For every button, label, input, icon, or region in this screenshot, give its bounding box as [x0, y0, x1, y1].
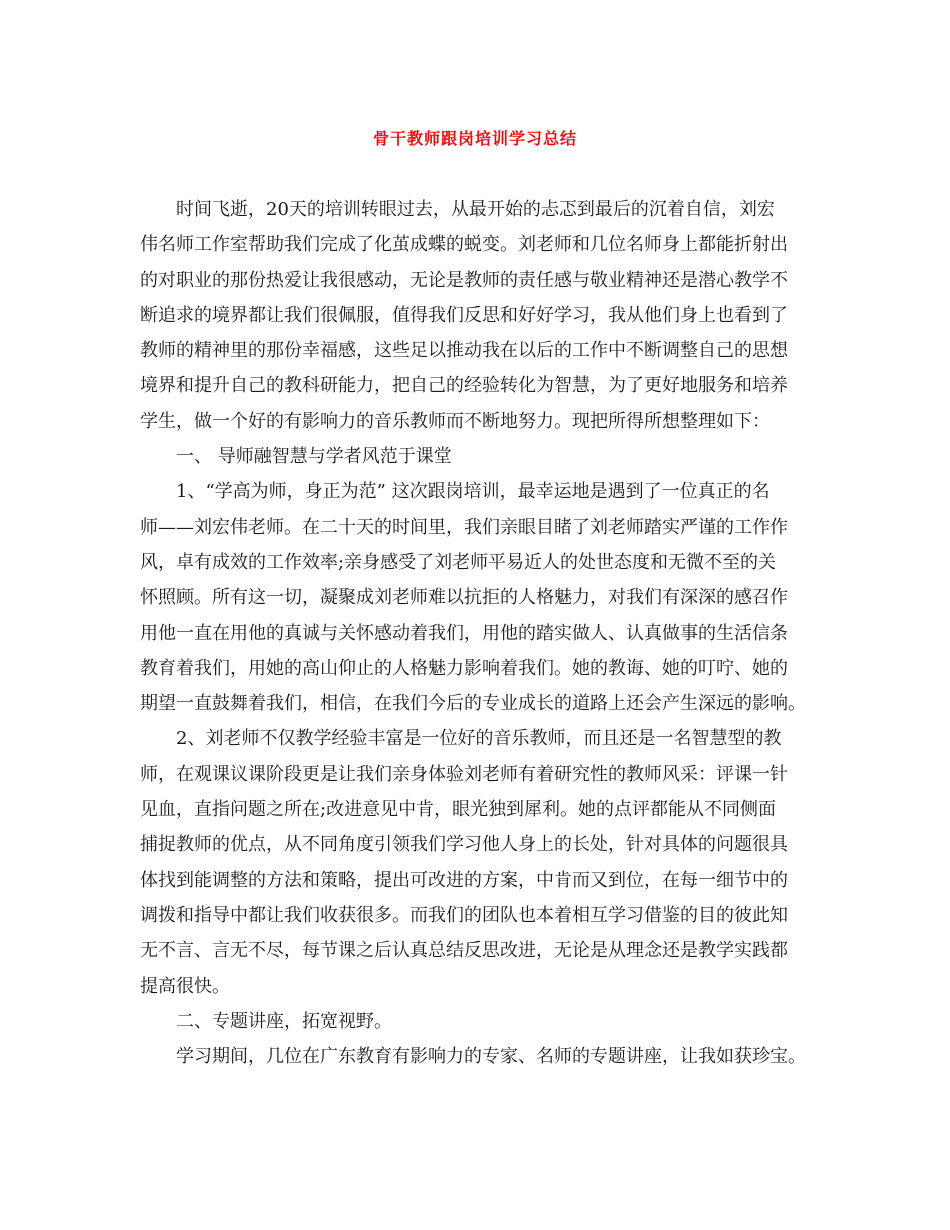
text-line: 见血，直指问题之所在;改进意见中肯，眼光独到犀利。她的点评都能从不同侧面 [140, 799, 777, 821]
text-line: 风，卓有成效的工作效率;亲身感受了刘老师平易近人的处世态度和无微不至的关 [140, 551, 777, 573]
text-line: 一、 导师融智慧与学者风范于课堂 [176, 446, 452, 468]
text-line: 二、专题讲座，拓宽视野。 [176, 1010, 392, 1032]
text-line: 学习期间，几位在广东教育有影响力的专家、名师的专题讲座，让我如获珍宝。 [176, 1046, 806, 1068]
text-line: 境界和提升自己的教科研能力，把自己的经验转化为智慧，为了更好地服务和培养 [140, 375, 788, 397]
text-line: 用他一直在用他的真诚与关怀感动着我们，用他的踏实做人、认真做事的生活信条 [140, 622, 788, 644]
text-line: 调拨和指导中都让我们收获很多。而我们的团队也本着相互学习借鉴的目的彼此知 [140, 904, 788, 926]
text-line: 教师的精神里的那份幸福感，这些足以推动我在以后的工作中不断调整自己的思想 [140, 340, 788, 362]
document-body [140, 192, 830, 1074]
text-line: 无不言、言无不尽，每节课之后认真总结反思改进，无论是从理念还是教学实践都 [140, 940, 788, 962]
text-line: 教育着我们，用她的高山仰止的人格魅力影响着我们。她的教诲、她的叮咛、她的 [140, 657, 788, 679]
text-line: 1、“学高为师，身正为范” 这次跟岗培训，最幸运地是遇到了一位真正的名 [176, 481, 770, 503]
document-title: 骨干教师跟岗培训学习总结 [372, 129, 577, 148]
text-line: 师——刘宏伟老师。在二十天的时间里，我们亲眼目睹了刘老师踏实严谨的工作作 [140, 516, 788, 538]
text-line: 学生，做一个好的有影响力的音乐教师而不断地努力。现把所得所想整理如下： [140, 410, 770, 432]
text-line: 伟名师工作室帮助我们完成了化茧成蝶的蜕变。刘老师和几位名师身上都能折射出 [140, 234, 788, 256]
text-line: 提高很快。 [140, 975, 230, 997]
text-line: 的对职业的那份热爱让我很感动，无论是教师的责任感与敬业精神还是潜心教学不 [140, 269, 788, 291]
text-line: 断追求的境界都让我们很佩服，值得我们反思和好好学习，我从他们身上也看到了 [140, 304, 788, 326]
text-line: 怀照顾。所有这一切，凝聚成刘老师难以抗拒的人格魅力，对我们有深深的感召作 [140, 587, 788, 609]
text-line: 2、刘老师不仅教学经验丰富是一位好的音乐教师，而且还是一名智慧型的教 [176, 728, 782, 750]
text-line: 期望一直鼓舞着我们，相信，在我们今后的专业成长的道路上还会产生深远的影响。 [140, 693, 806, 715]
text-line: 捕捉教师的优点，从不同角度引领我们学习他人身上的长处，针对具体的问题很具 [140, 834, 788, 856]
text-line: 时间飞逝，20天的培训转眼过去，从最开始的忐忑到最后的沉着自信，刘宏 [176, 199, 775, 220]
text-line: 师，在观课议课阶段更是让我们亲身体验刘老师有着研究性的教师风采：评课一针 [140, 763, 788, 785]
text-line: 体找到能调整的方法和策略，提出可改进的方案，中肯而又到位，在每一细节中的 [140, 869, 788, 891]
